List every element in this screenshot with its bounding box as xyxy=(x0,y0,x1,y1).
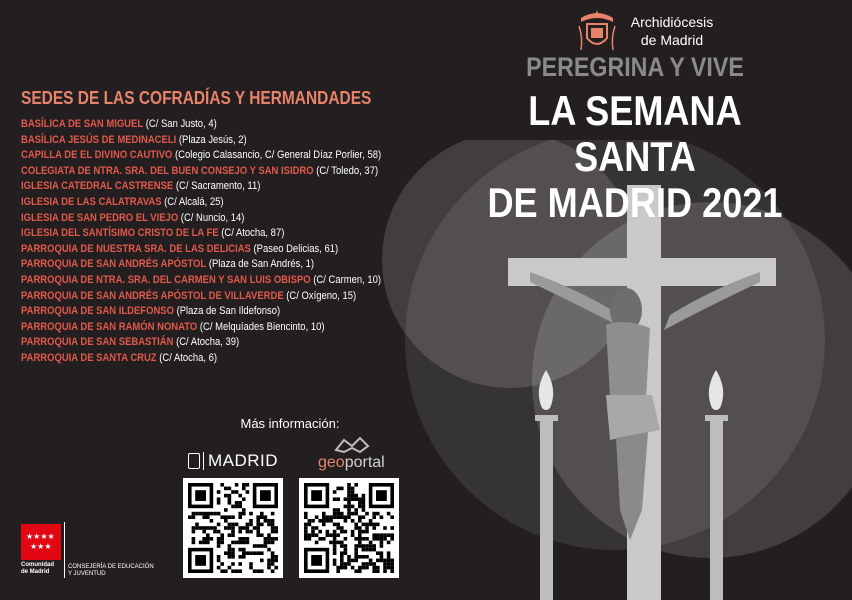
cm-name-line2: de Madrid xyxy=(21,569,50,575)
list-item xyxy=(21,289,381,305)
qr-code xyxy=(183,478,283,578)
venue-address: (C/ Atocha, 87) xyxy=(221,227,285,240)
venue-name: COLEGIATA DE NTRA. SRA. DEL BUEN CONSEJO Y SAN ISIDRO xyxy=(21,164,314,177)
venue-name: PARROQUIA DE NUESTRA SRA. DE LAS DELICIAS xyxy=(21,242,251,255)
venue-name: PARROQUIA DE SAN ANDRÉS APÓSTOL xyxy=(21,258,207,271)
madrid-bear-icon xyxy=(188,453,200,469)
venue-address: (C/ Sacramento, 11) xyxy=(175,180,261,193)
more-info-label: Más información: xyxy=(240,416,340,431)
venue-name: PARROQUIA DE SAN SEBASTIÁN xyxy=(21,336,174,349)
list-item xyxy=(21,148,381,164)
venue-address: (C/ Atocha, 39) xyxy=(176,336,240,349)
list-item xyxy=(21,211,381,227)
venue-address: (C/ Nuncio, 14) xyxy=(180,211,245,224)
list-item xyxy=(21,195,381,211)
svg-text:★★★: ★★★ xyxy=(30,542,52,551)
venue-address: (C/ Oxígeno, 15) xyxy=(286,289,357,302)
venue-address: (C/ San Justo, 4) xyxy=(145,118,217,130)
title-line1: LA SEMANA SANTA xyxy=(528,87,742,180)
comunidad-madrid-name xyxy=(21,562,54,576)
list-item xyxy=(21,133,381,149)
list-item xyxy=(21,273,381,289)
venue-name: PARROQUIA DE SAN RAMÓN NONATO xyxy=(21,320,198,333)
geoportal-label-b: portal xyxy=(344,454,385,471)
list-item xyxy=(21,164,381,180)
venue-address: (Paseo Delicias, 61) xyxy=(253,242,339,255)
venue-name: PARROQUIA DE SANTA CRUZ xyxy=(21,351,157,364)
list-item xyxy=(21,320,381,336)
venue-address: (Colegio Calasancio, C/ General Díaz Porlier, 58) xyxy=(175,149,382,162)
list-heading: SEDES DE LAS COFRADÍAS Y HERMANDADES xyxy=(21,88,372,108)
archdiocese-line2: de Madrid xyxy=(640,32,704,48)
svg-text:★★★★: ★★★★ xyxy=(26,532,55,541)
madrid-label: MADRID xyxy=(208,451,279,470)
list-item xyxy=(21,242,381,258)
venue-name: PARROQUIA DE SAN ANDRÉS APÓSTOL DE VILLAVERDE xyxy=(21,289,284,302)
stars-icon xyxy=(21,524,61,560)
venue-address: (C/ Toledo, 37) xyxy=(316,164,379,177)
consejeria-line1: CONSEJERÍA DE EDUCACIÓN xyxy=(68,564,154,570)
venue-name: IGLESIA DEL SANTÍSIMO CRISTO DE LA FE xyxy=(21,227,219,240)
venue-address: (Plaza Jesús, 2) xyxy=(178,133,247,146)
venue-address: (Plaza de San Andrés, 1) xyxy=(208,258,315,271)
venue-list xyxy=(21,117,440,367)
list-item xyxy=(21,117,381,133)
venue-name: BASÍLICA JESÚS DE MEDINACELI xyxy=(21,133,177,146)
venue-address: (C/ Carmen, 10) xyxy=(313,273,382,286)
consejeria-line2: Y JUVENTUD xyxy=(68,571,106,577)
page-title xyxy=(478,88,793,226)
venue-address: (C/ Atocha, 6) xyxy=(159,351,218,364)
qr-code xyxy=(299,478,399,578)
comunidad-madrid-flag-icon xyxy=(21,524,61,560)
archdiocese-line1: Archidiócesis xyxy=(630,14,714,30)
venue-name: PARROQUIA DE NTRA. SRA. DEL CARMEN Y SAN LUIS OBISPO xyxy=(21,273,311,286)
qr-code-madrid[interactable] xyxy=(183,478,283,578)
venue-address: (C/ Alcalá, 25) xyxy=(164,195,224,208)
venue-name: PARROQUIA DE SAN ILDEFONSO xyxy=(21,305,174,318)
consejeria-name xyxy=(68,564,154,578)
venue-name: IGLESIA DE SAN PEDRO EL VIEJO xyxy=(21,211,179,224)
geoportal-label-a: geo xyxy=(318,454,345,471)
archdiocese-name xyxy=(622,13,722,49)
map-icon xyxy=(332,436,372,454)
list-item xyxy=(21,257,381,273)
list-item xyxy=(21,335,381,351)
venue-name: BASÍLICA DE SAN MIGUEL xyxy=(21,118,144,130)
list-item xyxy=(21,179,381,195)
list-item xyxy=(21,226,381,242)
title-line2: DE MADRID 2021 xyxy=(487,179,783,226)
qr-code-geoportal[interactable] xyxy=(299,478,399,578)
venue-address: (Plaza de San Ildefonso) xyxy=(176,305,281,318)
venue-name: IGLESIA CATEDRAL CASTRENSE xyxy=(21,180,174,193)
logo-divider xyxy=(64,522,65,578)
geoportal-logo[interactable] xyxy=(318,436,388,476)
venue-name: CAPILLA DE EL DIVINO CAUTIVO xyxy=(21,149,173,162)
archdiocese-crest-icon xyxy=(577,8,617,52)
list-item xyxy=(21,304,381,320)
venue-name: IGLESIA DE LAS CALATRAVAS xyxy=(21,195,162,208)
venue-address: (C/ Melquíades Biencinto, 10) xyxy=(199,320,325,333)
madrid-logo[interactable] xyxy=(188,450,278,472)
geoportal-label xyxy=(318,454,385,472)
subtitle: PEREGRINA Y VIVE xyxy=(526,52,744,82)
cm-name-line1: Comunidad xyxy=(21,562,54,568)
logo-divider xyxy=(203,452,204,470)
list-item xyxy=(21,351,381,367)
